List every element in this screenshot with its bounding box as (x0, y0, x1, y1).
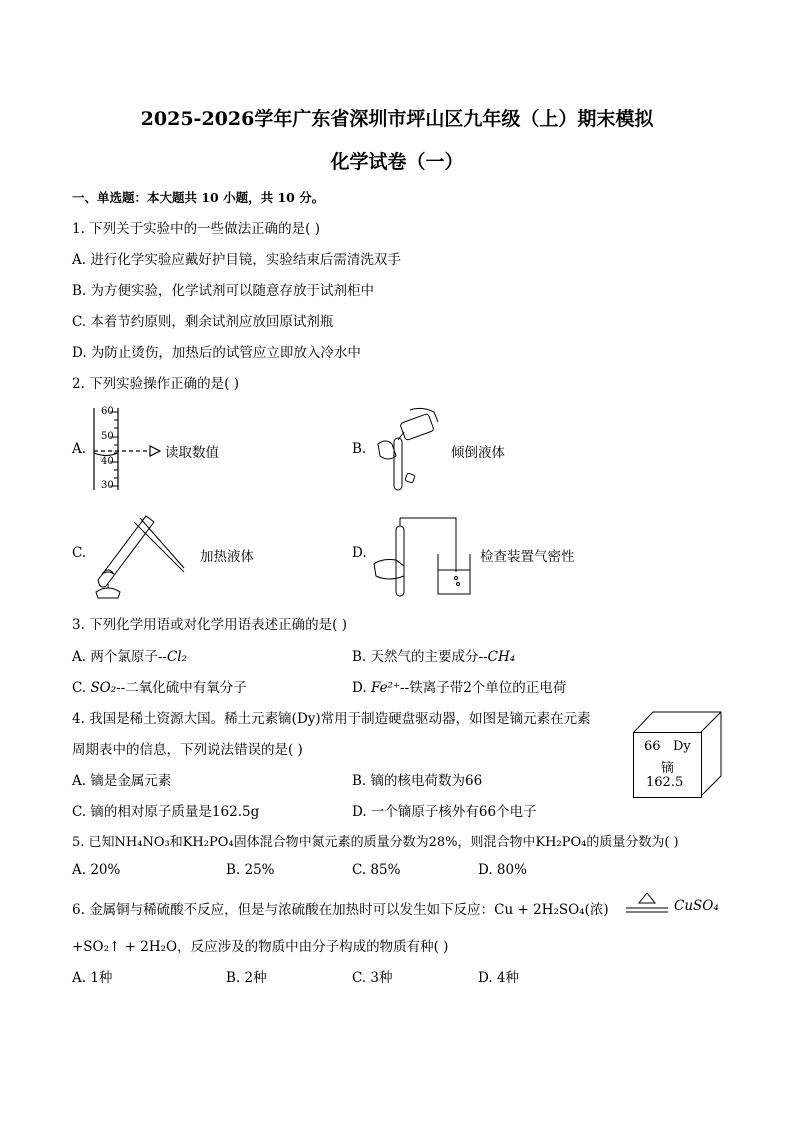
element-name: 镝 (660, 761, 674, 776)
element-number-symbol: 66 Dy (644, 739, 691, 754)
q4-option-c: C. 镝的相对原子质量是162.5g (72, 804, 260, 820)
q4-stem-line1: 4. 我国是稀土资源大国。稀土元素镝(Dy)常用于制造硬盘驱动器，如图是镝元素在元素 (72, 711, 591, 727)
q6-stem-line1: 6. 金属铜与稀硫酸不反应，但是与浓硫酸在加热时可以发生如下反应：Cu + 2H₂SO₄(浓) (72, 902, 609, 918)
q6-option-c: C. 3种 (352, 970, 393, 986)
section-heading: 一、单选题：本大题共 10 小题，共 10 分。 (72, 190, 325, 205)
q6-option-d: D. 4种 (478, 970, 520, 986)
q1-stem: 1. 下列关于实验中的一些做法正确的是( ) (72, 221, 320, 237)
q3-option-c: C. SO₂--二氧化硫中有氧分子 (72, 680, 247, 696)
q2-option-d-text: 检查装置气密性 (480, 549, 575, 565)
q2-stem: 2. 下列实验操作正确的是( ) (72, 376, 239, 392)
q2-option-b-label: B. (352, 441, 367, 457)
q2-option-a-label: A. (72, 441, 87, 457)
cylinder-tick-50: 50 (101, 431, 114, 442)
q1-option-c: C. 本着节约原则，剩余试剂应放回原试剂瓶 (72, 314, 334, 330)
q4-option-b: B. 镝的核电荷数为66 (352, 773, 483, 789)
q3-option-b: B. 天然气的主要成分--CH₄ (352, 649, 516, 665)
q2-option-c-text: 加热液体 (200, 549, 254, 565)
q4-stem-line2: 周期表中的信息，下列说法错误的是( ) (72, 742, 303, 758)
q3-stem: 3. 下列化学用语或对化学用语表述正确的是( ) (72, 617, 347, 633)
exam-title: 2025-2026学年广东省深圳市坪山区九年级（上）期末模拟 (140, 108, 654, 130)
q5-option-d: D. 80% (478, 862, 527, 878)
q2-option-b-text: 倾倒液体 (451, 445, 505, 461)
heating-liquid-figure (88, 508, 188, 600)
q5-option-c: C. 85% (352, 862, 401, 878)
heating-condition-symbol (622, 890, 672, 916)
q5-option-b: B. 25% (226, 862, 275, 878)
q2-option-d-label: D. (352, 545, 367, 561)
q5-option-a: A. 20% (72, 862, 121, 878)
q2-option-a-text: 读取数值 (165, 445, 219, 461)
q6-product: CuSO₄ (674, 898, 719, 914)
exam-subtitle: 化学试卷（一） (330, 151, 464, 173)
q6-stem-line2: +SO₂↑ + 2H₂O，反应涉及的物质中由分子构成的物质有种( ) (72, 939, 449, 955)
cylinder-tick-60: 60 (101, 406, 114, 417)
q4-option-d: D. 一个镝原子核外有66个电子 (352, 804, 537, 820)
airtightness-check-figure (368, 512, 476, 602)
pouring-liquid-figure (368, 404, 448, 494)
q1-option-d: D. 为防止烫伤，加热后的试管应立即放入冷水中 (72, 345, 361, 361)
q5-stem: 5. 已知NH₄NO₃和KH₂PO₄固体混合物中氮元素的质量分数为28%，则混合物中KH₂PO₄的质量分数为( ) (72, 835, 679, 850)
graduated-cylinder-figure (88, 406, 168, 492)
q3-option-d: D. Fe²⁺--铁离子带2个单位的正电荷 (352, 680, 567, 696)
cylinder-tick-40: 40 (101, 456, 114, 467)
q4-option-a: A. 镝是金属元素 (72, 773, 172, 789)
element-card (633, 732, 702, 798)
element-mass: 162.5 (646, 775, 684, 790)
q6-option-b: B. 2种 (226, 970, 267, 986)
q2-option-c-label: C. (72, 545, 87, 561)
q6-option-a: A. 1种 (72, 970, 113, 986)
q1-option-a: A. 进行化学实验应戴好护目镜，实验结束后需清洗双手 (72, 252, 401, 268)
cylinder-tick-30: 30 (101, 480, 114, 491)
q1-option-b: B. 为方便实验，化学试剂可以随意存放于试剂柜中 (72, 283, 375, 299)
q3-option-a: A. 两个氯原子--Cl₂ (72, 649, 188, 665)
